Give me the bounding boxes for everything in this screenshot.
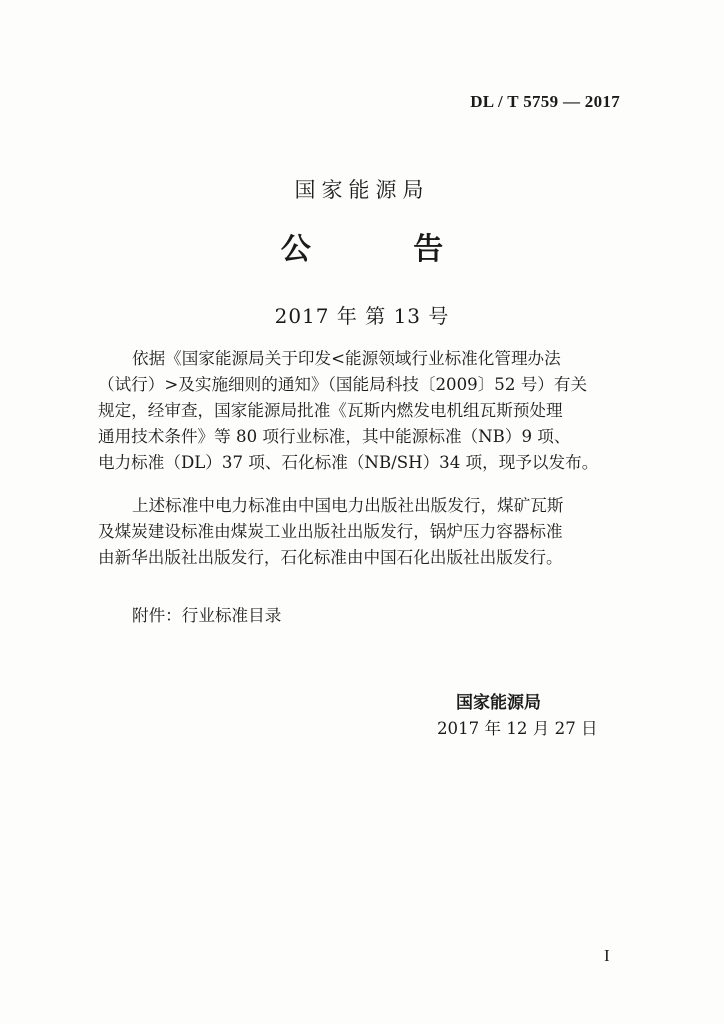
paragraph-line: 由新华出版社出版发行，石化标准由中国石化出版社出版发行。 xyxy=(98,548,563,567)
notice-number: 2017 年 第 13 号 xyxy=(274,304,450,328)
paragraph-line: 依据《国家能源局关于印发<能源领域行业标准化管理办法 xyxy=(132,349,561,368)
body-paragraph-1 xyxy=(98,346,626,476)
standard-code: DL / T 5759 — 2017 xyxy=(470,92,620,111)
paragraph-line: 通用技术条件》等 80 项行业标准，其中能源标准（NB）9 项、 xyxy=(98,427,571,446)
attachment-note: 附件：行业标准目录 xyxy=(132,606,282,625)
page-number: I xyxy=(604,946,610,965)
paragraph-line: 上述标准中电力标准由中国电力出版社出版发行，煤矿瓦斯 xyxy=(132,496,564,515)
paragraph-line: 规定，经审查，国家能源局批准《瓦斯内燃发电机组瓦斯预处理 xyxy=(98,401,563,420)
signature-organization: 国家能源局 xyxy=(456,693,541,713)
notice-title: 公 告 xyxy=(280,232,490,267)
signature-date: 2017 年 12 月 27 日 xyxy=(437,719,598,738)
issuer-heading: 国家能源局 xyxy=(294,178,430,202)
body-paragraph-2 xyxy=(98,493,626,571)
paragraph-line: 及煤炭建设标准由煤炭工业出版社出版发行，锅炉压力容器标准 xyxy=(98,522,563,541)
paragraph-line: （试行）>及实施细则的通知》（国能局科技〔2009〕52 号）有关 xyxy=(98,375,588,394)
paragraph-line: 电力标准（DL）37 项、石化标准（NB/SH）34 项，现予以发布。 xyxy=(98,453,599,472)
